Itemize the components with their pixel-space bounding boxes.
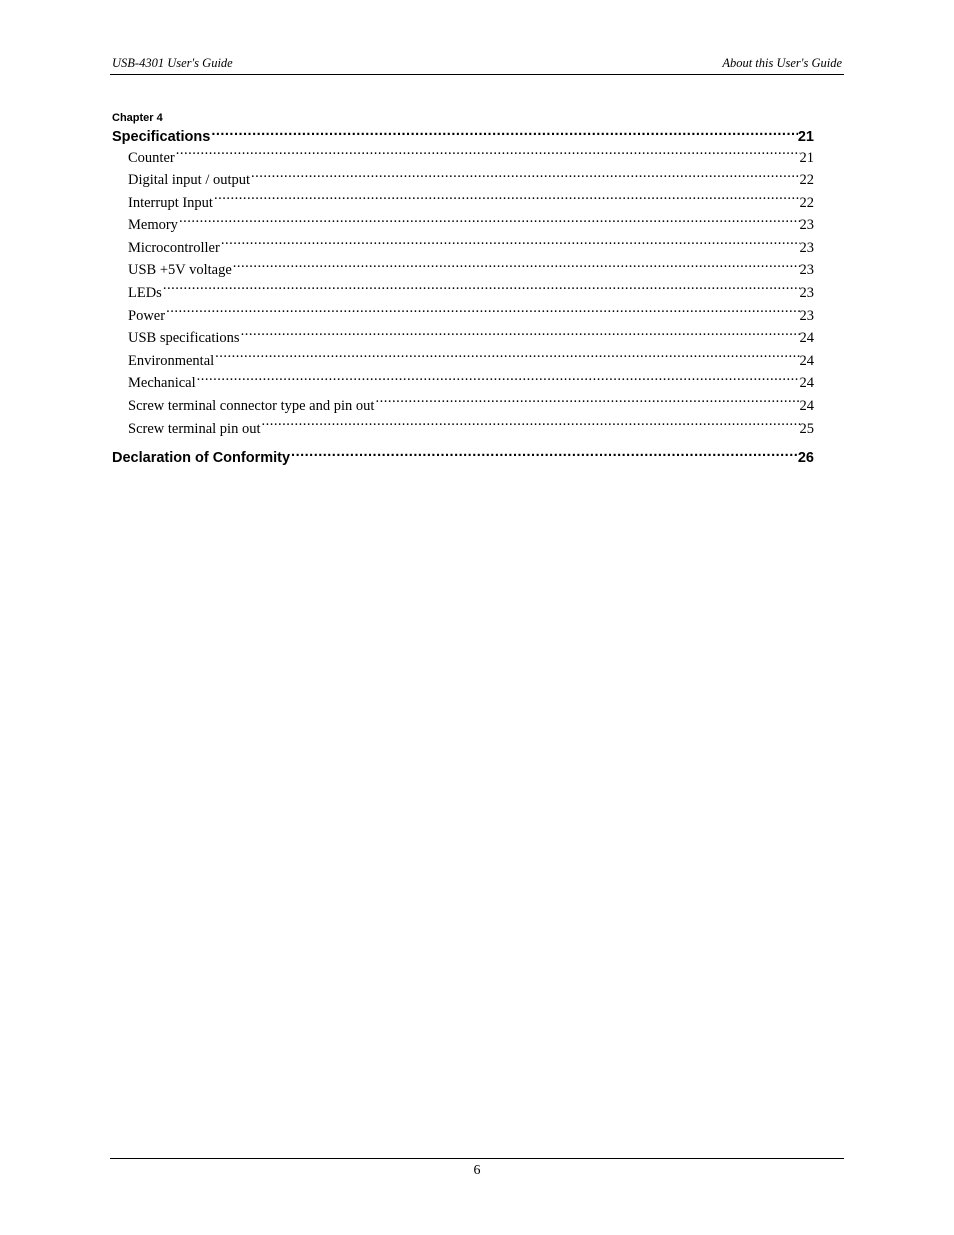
- page-header: [110, 56, 844, 75]
- toc-entry-page: 24: [799, 330, 814, 347]
- toc-entry-title: Memory: [128, 217, 178, 234]
- toc-entry-page: 22: [799, 194, 814, 211]
- toc-entry-mechanical[interactable]: [112, 372, 814, 395]
- toc-dot-leader: [162, 283, 800, 298]
- toc-entry-page: 24: [799, 352, 814, 369]
- toc-dot-leader: [214, 350, 799, 365]
- toc-entry-page: 24: [799, 398, 814, 415]
- toc-entry-title: Counter: [128, 149, 175, 166]
- toc-entry-microcontroller[interactable]: [112, 237, 814, 260]
- toc-dot-leader: [175, 147, 800, 162]
- header-section-title: About this User's Guide: [722, 56, 842, 70]
- toc-entry-title: Declaration of Conformity: [112, 449, 291, 466]
- toc-entry-environmental[interactable]: [112, 350, 814, 373]
- toc-entry-usb-5v-voltage[interactable]: [112, 259, 814, 282]
- toc-dot-leader: [178, 215, 800, 230]
- header-document-title: USB-4301 User's Guide: [112, 56, 233, 70]
- toc-entry-counter[interactable]: [112, 147, 814, 170]
- toc-dot-leader: [290, 447, 798, 462]
- toc-entry-page: 24: [799, 375, 814, 392]
- toc-dot-leader: [165, 305, 799, 320]
- toc-entry-page: 21: [797, 128, 814, 145]
- toc-dot-leader: [213, 192, 800, 207]
- toc-entry-title: USB specifications: [128, 330, 240, 347]
- toc-entry-page: 23: [799, 262, 814, 279]
- chapter-label: Chapter 4: [112, 112, 163, 124]
- toc-entry-page: 23: [799, 217, 814, 234]
- toc-entry-page: 23: [799, 285, 814, 302]
- toc-dot-leader: [220, 237, 800, 252]
- toc-entry-power[interactable]: [112, 305, 814, 328]
- toc-entry-page: 21: [799, 149, 814, 166]
- toc-dot-leader: [210, 126, 798, 141]
- toc-entry-page: 22: [799, 172, 814, 189]
- toc-entry-page: 26: [797, 449, 814, 466]
- toc-dot-leader: [260, 418, 799, 433]
- toc-entry-memory[interactable]: [112, 214, 814, 237]
- toc-entry-screw-terminal-pin-out[interactable]: [112, 418, 814, 441]
- toc-entry-title: Environmental: [128, 352, 215, 369]
- toc-entry-title: Screw terminal connector type and pin out: [128, 398, 375, 415]
- toc-entry-title: Power: [128, 307, 166, 324]
- toc-entry-title: USB +5V voltage: [128, 262, 232, 279]
- toc-entry-screw-terminal-connector[interactable]: [112, 395, 814, 418]
- toc-entry-title: Interrupt Input: [128, 194, 213, 211]
- toc-entry-usb-specifications[interactable]: [112, 327, 814, 350]
- toc-entry-digital-io[interactable]: [112, 169, 814, 192]
- toc-entry-declaration-of-conformity[interactable]: [112, 447, 814, 468]
- toc-entry-title: Digital input / output: [128, 172, 251, 189]
- page-number: 6: [473, 1163, 481, 1178]
- toc-entry-page: 25: [799, 420, 814, 437]
- toc-entry-title: Specifications: [112, 128, 211, 145]
- toc-entry-title: LEDs: [128, 285, 162, 302]
- toc-entry-specifications[interactable]: [112, 126, 814, 147]
- toc-dot-leader: [240, 328, 800, 343]
- toc-dot-leader: [250, 170, 799, 185]
- toc-entry-leds[interactable]: [112, 282, 814, 305]
- toc-entry-page: 23: [799, 307, 814, 324]
- toc-entry-title: Mechanical: [128, 375, 196, 392]
- toc-dot-leader: [374, 396, 799, 411]
- toc-entry-interrupt-input[interactable]: [112, 192, 814, 215]
- page-footer: [110, 1158, 844, 1179]
- toc-entry-title: Screw terminal pin out: [128, 420, 261, 437]
- toc-dot-leader: [232, 260, 800, 275]
- toc-entry-title: Microcontroller: [128, 239, 220, 256]
- toc-dot-leader: [196, 373, 800, 388]
- table-of-contents: [112, 126, 814, 468]
- toc-entry-page: 23: [799, 239, 814, 256]
